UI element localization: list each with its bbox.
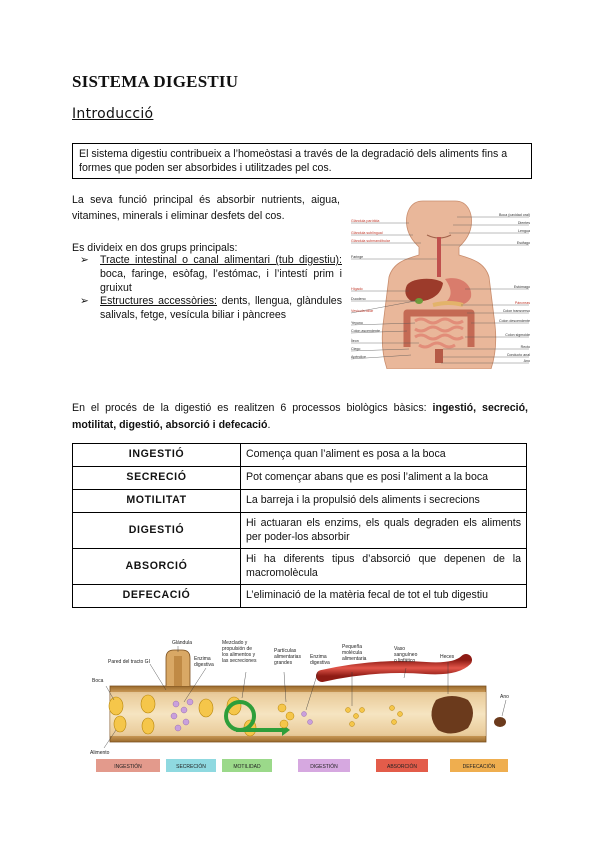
anatomy-label: Estómago bbox=[513, 285, 530, 289]
diagram-label: digestiva bbox=[194, 662, 214, 668]
list-item-term: Estructures accessòries: bbox=[100, 295, 218, 308]
anatomy-label: Esófago bbox=[516, 241, 530, 245]
anatomy-label: Colon sigmoide bbox=[505, 333, 530, 337]
process-name: DIGESTIÓ bbox=[73, 513, 241, 549]
anatomy-label: Apéndice bbox=[351, 355, 366, 359]
table-row bbox=[73, 444, 527, 467]
process-description: Pot començar abans que es posi l’aliment a la boca bbox=[241, 467, 527, 490]
legend-ingestion-label: INGESTIÓN bbox=[114, 764, 142, 770]
diagram-label: Heces bbox=[440, 654, 455, 660]
process-name: INGESTIÓ bbox=[73, 444, 241, 467]
diagram-label: Ano bbox=[500, 694, 509, 700]
diagram-label: los alimentos y bbox=[222, 652, 256, 658]
anatomy-label: Boca (cavidad oral) bbox=[499, 213, 530, 217]
anatomy-label: Dientes bbox=[517, 221, 530, 225]
legend-absorption-label: ABSORCIÓN bbox=[386, 764, 418, 770]
list-item-text: dents, llengua, glàndules salivals, fetge, vesícula biliar i pàncrees bbox=[100, 295, 342, 322]
anatomy-label: Duodeno bbox=[351, 297, 366, 301]
anatomy-label: Ciego bbox=[351, 347, 361, 351]
diagram-label: digestiva bbox=[310, 660, 330, 666]
diagram-label: molécula bbox=[342, 650, 363, 656]
paragraph-processes-end: . bbox=[267, 419, 271, 431]
diagram-label: Vaso bbox=[394, 646, 406, 652]
anatomy-label: Glàndula submandibular bbox=[351, 239, 390, 243]
paragraph-processes-intro: En el procés de la digestió es realitzen 6 processos biològics bàsics: bbox=[72, 402, 433, 414]
table-row bbox=[73, 490, 527, 513]
anatomy-label: Lengua bbox=[518, 229, 530, 233]
diagram-label: las secreciones bbox=[222, 658, 257, 664]
legend-motility-label: MOTILIDAD bbox=[233, 764, 261, 770]
process-description: La barreja i la propulsió dels aliments i secrecions bbox=[241, 490, 527, 513]
anatomy-label: Conducto anal bbox=[506, 353, 530, 357]
diagram-label: sanguíneo bbox=[394, 652, 418, 658]
anatomy-label: Hígado bbox=[351, 287, 363, 291]
diagram-label: Alimento bbox=[90, 750, 110, 756]
paragraph-processes-bold: ingestió, secreció, motilitat, digestió, absorció i defecació bbox=[72, 402, 528, 431]
process-name: SECRECIÓ bbox=[73, 467, 241, 490]
process-description: L’eliminació de la matèria fecal de tot el tub digestiu bbox=[241, 585, 527, 608]
process-description: Hi actuaran els enzims, els quals degraden els aliments per poder-los absorbir bbox=[241, 513, 527, 549]
diagram-label: Enzima bbox=[194, 656, 211, 662]
diagram-label: Boca bbox=[92, 678, 104, 684]
digestive-process-diagram bbox=[86, 638, 516, 778]
diagram-label: o linfático bbox=[394, 658, 416, 664]
diagram-label: propulsión de bbox=[222, 646, 253, 652]
arrow-bullet-icon: ➢ bbox=[80, 295, 89, 308]
table-row bbox=[73, 585, 527, 608]
process-name: ABSORCIÓ bbox=[73, 549, 241, 585]
paragraph-main-function: La seva funció principal és absorbir nutrients, aigua, vitamines, minerals i eliminar desfets del cos. bbox=[72, 194, 340, 222]
anatomy-label: Ano bbox=[523, 359, 530, 363]
anatomy-label: Colon descendente bbox=[499, 319, 530, 323]
diagram-label: Pequeña bbox=[342, 644, 363, 650]
legend-secretion-label: SECRECIÓN bbox=[176, 764, 206, 770]
legend-defecation-label: DEFECACIÓN bbox=[462, 764, 496, 770]
diagram-label: Glándula bbox=[172, 640, 193, 646]
digestive-system-anatomy-image bbox=[349, 197, 531, 369]
anatomy-label: Yeyuno bbox=[351, 321, 363, 325]
anatomy-label: Vesícula biliar bbox=[351, 309, 374, 313]
intro-box: El sistema digestiu contribueix a l’homeòstasi a través de la degradació dels aliments fins a formes que poden ser absorbides i utilitzades pel cos. bbox=[72, 143, 532, 179]
anatomy-label: Colon transverso bbox=[502, 309, 530, 313]
processes-table bbox=[72, 443, 527, 608]
anatomy-label: Glàndula sublingual bbox=[351, 231, 383, 235]
table-row bbox=[73, 513, 527, 549]
list-item-text: boca, faringe, esòfag, l’estómac, i l’intestí prim i gruixut bbox=[100, 267, 342, 294]
diagram-label: grandes bbox=[274, 660, 293, 666]
diagram-label: Mezclado y bbox=[222, 640, 248, 646]
legend-digestion-label: DIGESTIÓN bbox=[310, 764, 338, 770]
paragraph-processes bbox=[72, 400, 528, 434]
table-row bbox=[73, 467, 527, 490]
division-list bbox=[80, 254, 342, 323]
list-item bbox=[80, 254, 342, 295]
arrow-bullet-icon: ➢ bbox=[80, 254, 89, 266]
anatomy-label: Recto bbox=[520, 345, 530, 349]
list-item-term: Tracte intestinal o canal alimentari (tub digestiu): bbox=[100, 254, 342, 266]
process-description: Hi ha diferents tipus d’absorció que depenen de la macromolècula bbox=[241, 549, 527, 585]
process-description: Comença quan l’aliment es posa a la boca bbox=[241, 444, 527, 467]
anatomy-label: Páncreas bbox=[514, 301, 530, 305]
table-row bbox=[73, 549, 527, 585]
page-title: SISTEMA DIGESTIU bbox=[72, 72, 239, 91]
paragraph-division: Es divideix en dos grups principals: bbox=[72, 242, 238, 254]
diagram-label: Pared del tracto GI bbox=[108, 659, 150, 665]
diagram-label: alimentarias bbox=[274, 654, 301, 660]
anatomy-label: Íleon bbox=[351, 339, 359, 343]
diagram-label: alimentaria bbox=[342, 656, 367, 662]
process-name: DEFECACIÓ bbox=[73, 585, 241, 608]
section-heading: Introducció bbox=[72, 106, 154, 122]
list-item bbox=[80, 295, 342, 323]
anatomy-label: Faringe bbox=[351, 255, 364, 259]
anatomy-label: Glàndula parótida bbox=[351, 219, 380, 223]
diagram-label: Partículas bbox=[274, 648, 297, 654]
diagram-label: Enzima bbox=[310, 654, 327, 660]
process-name: MOTILITAT bbox=[73, 490, 241, 513]
anatomy-label: Colon ascendente bbox=[351, 329, 380, 333]
